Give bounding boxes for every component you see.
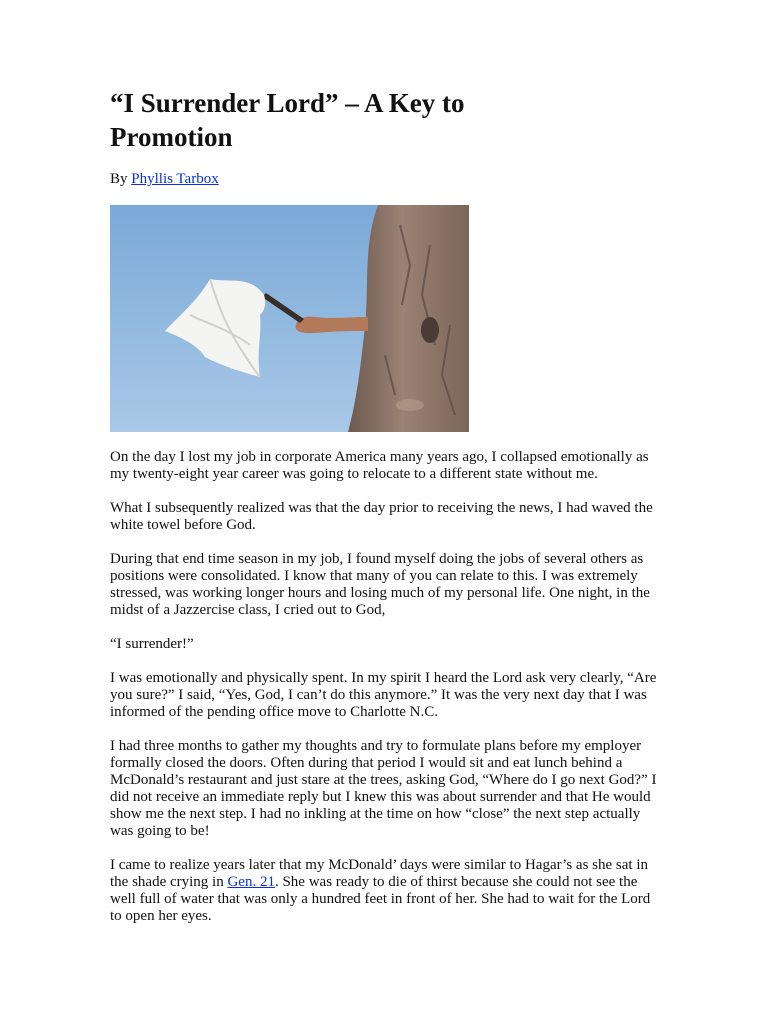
paragraph-4: “I surrender!” (110, 636, 194, 652)
byline-prefix: By (110, 171, 132, 187)
title-line-2: Promotion (110, 122, 233, 152)
author-link[interactable]: Phyllis Tarbox (131, 171, 219, 187)
article-photo (110, 205, 469, 432)
paragraph-1: On the day I lost my job in corporate America many years ago, I collapsed emotionally as my twenty-eight year career was going to relocate to a different state without me. (110, 449, 649, 482)
paragraph-7-text-after: . She was ready to die of thirst because she could not see the well full of water that was only a hundred feet in front of her. She had to wait for the Lord to open her eyes. (110, 874, 651, 924)
paragraph-6: I had three months to gather my thoughts and try to formulate plans before my employer formally closed the doors. Often during that period I would sit and eat lunch behind a McDonald’s restaurant and just stare at the trees, asking God, “Where do I go next God?” I did not receive an immediate reply but I knew this was about surrender and that He would show me the next step. I had no inkling at the time on how “close” the next step actually was going to be! (110, 738, 657, 839)
paragraph-5: I was emotionally and physically spent. In my spirit I heard the Lord ask very clearly, “Are you sure?” I said, “Yes, God, I can’t do this anymore.” It was the very next day that I was informed of the pending office move to Charlotte N.C. (110, 670, 657, 720)
title-line-1: “I Surrender Lord” – A Key to (110, 88, 465, 118)
article-title (110, 86, 662, 154)
article-content (110, 86, 662, 925)
byline (110, 171, 662, 188)
paragraph-2: What I subsequently realized was that the day prior to receiving the news, I had waved the white towel before God. (110, 500, 653, 533)
scripture-link[interactable]: Gen. 21 (227, 874, 275, 890)
paragraph-3: During that end time season in my job, I found myself doing the jobs of several others as positions were consolidated. I know that many of you can relate to this. I was extremely stressed, was working longer hours and losing much of my personal life. One night, in the midst of a Jazzercise class, I cried out to God, (110, 551, 650, 618)
paragraph-7 (110, 857, 662, 925)
paragraph-7-text-before: I came to realize years later that my McDonald’ days were similar to Hagar’s as she sat in the shade crying in (110, 857, 648, 890)
